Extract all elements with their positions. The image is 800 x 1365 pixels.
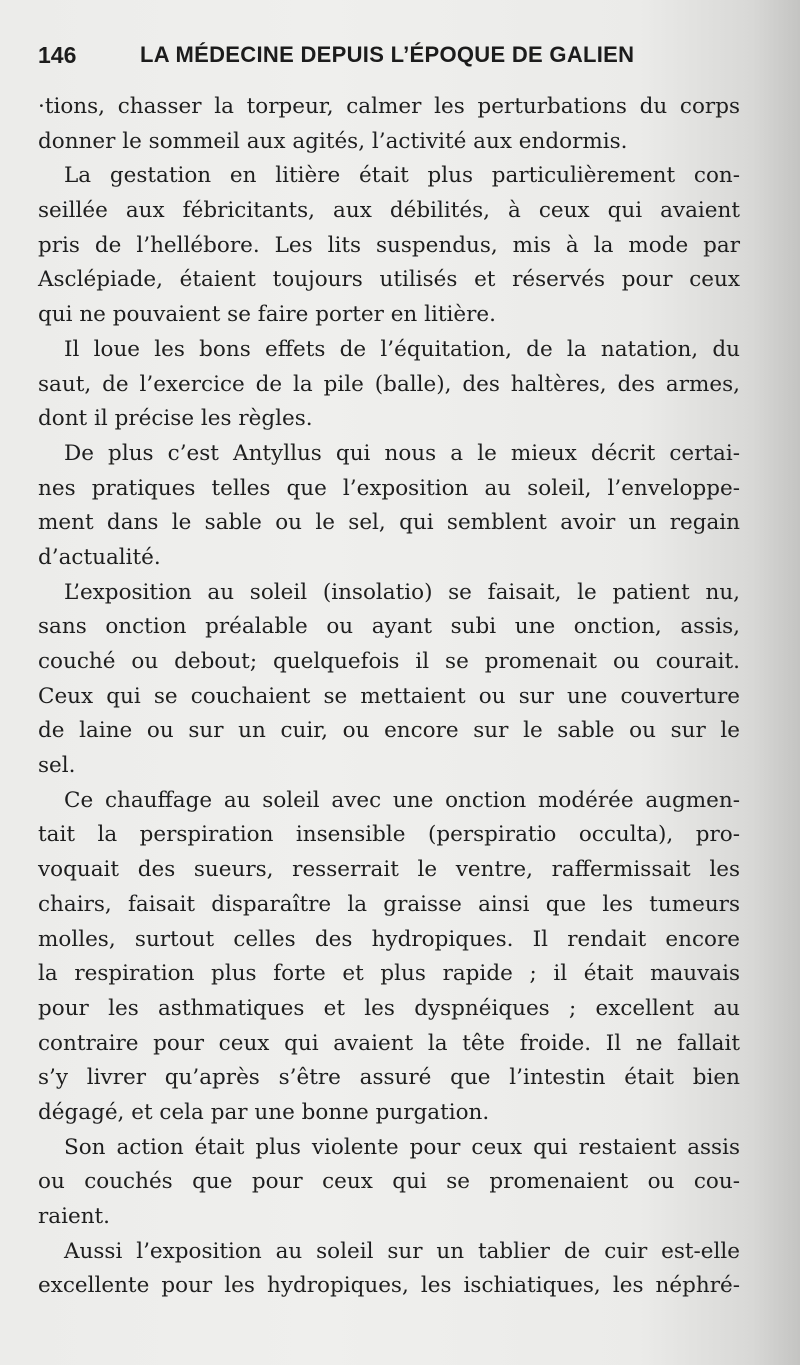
text-line: chairs, faisait disparaître la graisse ainsi que les tumeurs (38, 891, 740, 917)
text-line: Asclépiade, étaient toujours utilisés et réservés pour ceux (38, 267, 740, 293)
text-line: pour les asthmatiques et les dyspnéiques ; excellent au (38, 995, 740, 1021)
text-line: tait la perspiration insensible (perspiratio occulta), pro- (38, 822, 740, 848)
text-line: qui ne pouvaient se faire porter en litière. (38, 302, 496, 328)
text-line: sel. (38, 753, 76, 779)
text-line: seillée aux fébricitants, aux débilités, à ceux qui avaient (38, 198, 740, 224)
text-line: Ce chauffage au soleil avec une onction modérée augmen- (64, 787, 740, 813)
text-line: couché ou debout; quelquefois il se promenait ou courait. (38, 649, 740, 674)
text-line: excellente pour les hydropiques, les ischiatiques, les néphré- (38, 1273, 740, 1299)
text-line: La gestation en litière était plus particulièrement con- (64, 163, 740, 189)
text-line: ou couchés que pour ceux qui se promenaient ou cou- (38, 1169, 740, 1195)
page-number: 146 (38, 42, 77, 68)
text-line: Ceux qui se couchaient se mettaient ou sur une couverture (38, 683, 740, 709)
text-line: dont il précise les règles. (38, 406, 313, 432)
text-line: voquait des sueurs, resserrait le ventre, raffermissait les (38, 857, 740, 883)
text-line: nes pratiques telles que l’exposition au soleil, l’enveloppe- (38, 475, 740, 501)
text-line: d’actualité. (38, 544, 161, 570)
text-line: de laine ou sur un cuir, ou encore sur le sable ou sur le (38, 718, 740, 744)
text-line: L’exposition au soleil (insolatio) se faisait, le patient nu, (64, 579, 740, 605)
text-line: s’y livrer qu’après s’être assuré que l’intestin était bien (38, 1065, 740, 1091)
text-line: donner le sommeil aux agités, l’activité aux endormis. (38, 128, 628, 154)
text-line: De plus c’est Antyllus qui nous a le mieux décrit certai- (64, 440, 740, 466)
text-line: molles, surtout celles des hydropiques. Il rendait encore (38, 926, 740, 952)
text-line: contraire pour ceux qui avaient la tête froide. Il ne fallait (38, 1030, 740, 1056)
text-line: dégagé, et cela par une bonne purgation. (38, 1099, 490, 1125)
text-line: Son action était plus violente pour ceux qui restaient assis (64, 1134, 740, 1160)
text-line: sans onction préalable ou ayant subi une onction, assis, (38, 614, 740, 640)
text-line: Aussi l’exposition au soleil sur un tablier de cuir est-elle (64, 1238, 740, 1264)
text-line: ment dans le sable ou le sel, qui semblent avoir un regain (38, 510, 740, 536)
running-title: LA MÉDECINE DEPUIS L’ÉPOQUE DE GALIEN (140, 42, 635, 67)
text-line: la respiration plus forte et plus rapide ; il était mauvais (38, 961, 740, 987)
text-line: pris de l’hellébore. Les lits suspendus, mis à la mode par (38, 232, 740, 258)
text-line: saut, de l’exercice de la pile (balle), des haltères, des armes, (38, 371, 740, 397)
page-header (38, 42, 758, 78)
text-line: raient. (38, 1204, 111, 1229)
body-text (38, 90, 740, 1304)
text-line: ·tions, chasser la torpeur, calmer les perturbations du corps (38, 94, 740, 119)
text-line: Il loue les bons effets de l’équitation, de la natation, du (64, 336, 740, 362)
